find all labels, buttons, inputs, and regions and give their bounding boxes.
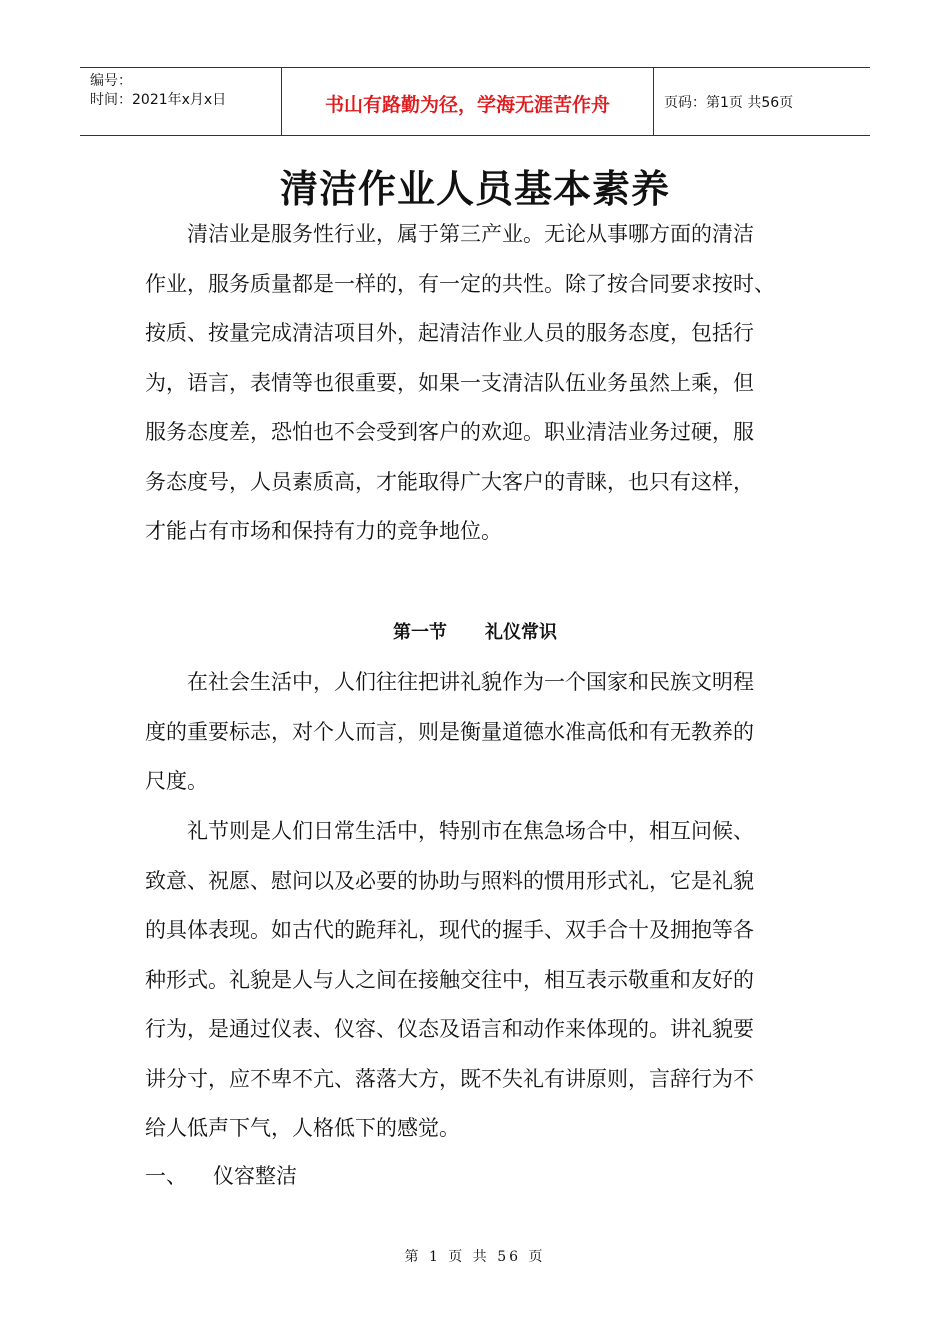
paragraph-line: 按质、按量完成清洁项目外，起清洁作业人员的服务态度，包括行 bbox=[145, 321, 754, 345]
paragraph-line: 的具体表现。如古代的跪拜礼，现代的握手、双手合十及拥抱等各 bbox=[145, 918, 754, 942]
paragraph-line: 服务态度差，恐怕也不会受到客户的欢迎。职业清洁业务过硬，服 bbox=[145, 420, 754, 444]
header-page-info: 页码：第1页 共56页 bbox=[664, 94, 794, 111]
paragraph-line: 为，语言，表情等也很重要，如果一支清洁队伍业务虽然上乘，但 bbox=[145, 370, 754, 395]
paragraph-etiquette bbox=[145, 807, 825, 1154]
header-motto: 书山有路勤为径，学海无涯苦作舟 bbox=[282, 68, 654, 135]
time-label: 时间：2021年x月x日 bbox=[90, 92, 227, 108]
paragraph-line: 致意、祝愿、慰问以及必要的协助与照料的惯用形式礼，它是礼貌 bbox=[145, 868, 754, 893]
paragraph-line: 种形式。礼貌是人与人之间在接触交往中，相互表示敬重和友好的 bbox=[145, 967, 754, 992]
subsection-heading bbox=[145, 1160, 297, 1190]
paragraph-line: 给人低声下气，人格低下的感觉。 bbox=[145, 1116, 460, 1140]
paragraph-line: 尺度。 bbox=[145, 769, 208, 793]
section-name: 礼仪常识 bbox=[485, 622, 557, 643]
section-heading bbox=[0, 618, 950, 644]
paragraph-civility bbox=[145, 658, 825, 807]
subsection-name: 仪容整洁 bbox=[213, 1164, 297, 1188]
intro-paragraph bbox=[145, 210, 825, 557]
page-footer: 第 1 页 共 56 页 bbox=[404, 1249, 546, 1265]
paragraph-line: 作业，服务质量都是一样的，有一定的共性。除了按合同要求按时、 bbox=[145, 271, 775, 296]
paragraph-line: 度的重要标志，对个人而言，则是衡量道德水准高低和有无教养的 bbox=[145, 719, 754, 744]
subsection-number: 一、 bbox=[145, 1164, 187, 1188]
section-number: 第一节 bbox=[393, 622, 447, 643]
paragraph-line: 礼节则是人们日常生活中，特别市在焦急场合中，相互问候、 bbox=[145, 819, 754, 843]
document-header bbox=[80, 67, 870, 136]
paragraph-line: 行为，是通过仪表、仪容、仪态及语言和动作来体现的。讲礼貌要 bbox=[145, 1017, 754, 1041]
paragraph-line: 在社会生活中，人们往往把讲礼貌作为一个国家和民族文明程 bbox=[145, 670, 754, 694]
paragraph-line: 务态度号，人员素质高，才能取得广大客户的青睐，也只有这样， bbox=[145, 469, 754, 494]
paragraph-line: 才能占有市场和保持有力的竞争地位。 bbox=[145, 519, 502, 543]
paragraph-line: 讲分寸，应不卑不亢、落落大方，既不失礼有讲原则，言辞行为不 bbox=[145, 1066, 754, 1091]
paragraph-line: 清洁业是服务性行业，属于第三产业。无论从事哪方面的清洁 bbox=[145, 222, 754, 246]
number-label: 编号： bbox=[90, 73, 132, 89]
document-title: 清洁作业人员基本素养 bbox=[279, 166, 670, 211]
header-meta bbox=[80, 68, 282, 135]
